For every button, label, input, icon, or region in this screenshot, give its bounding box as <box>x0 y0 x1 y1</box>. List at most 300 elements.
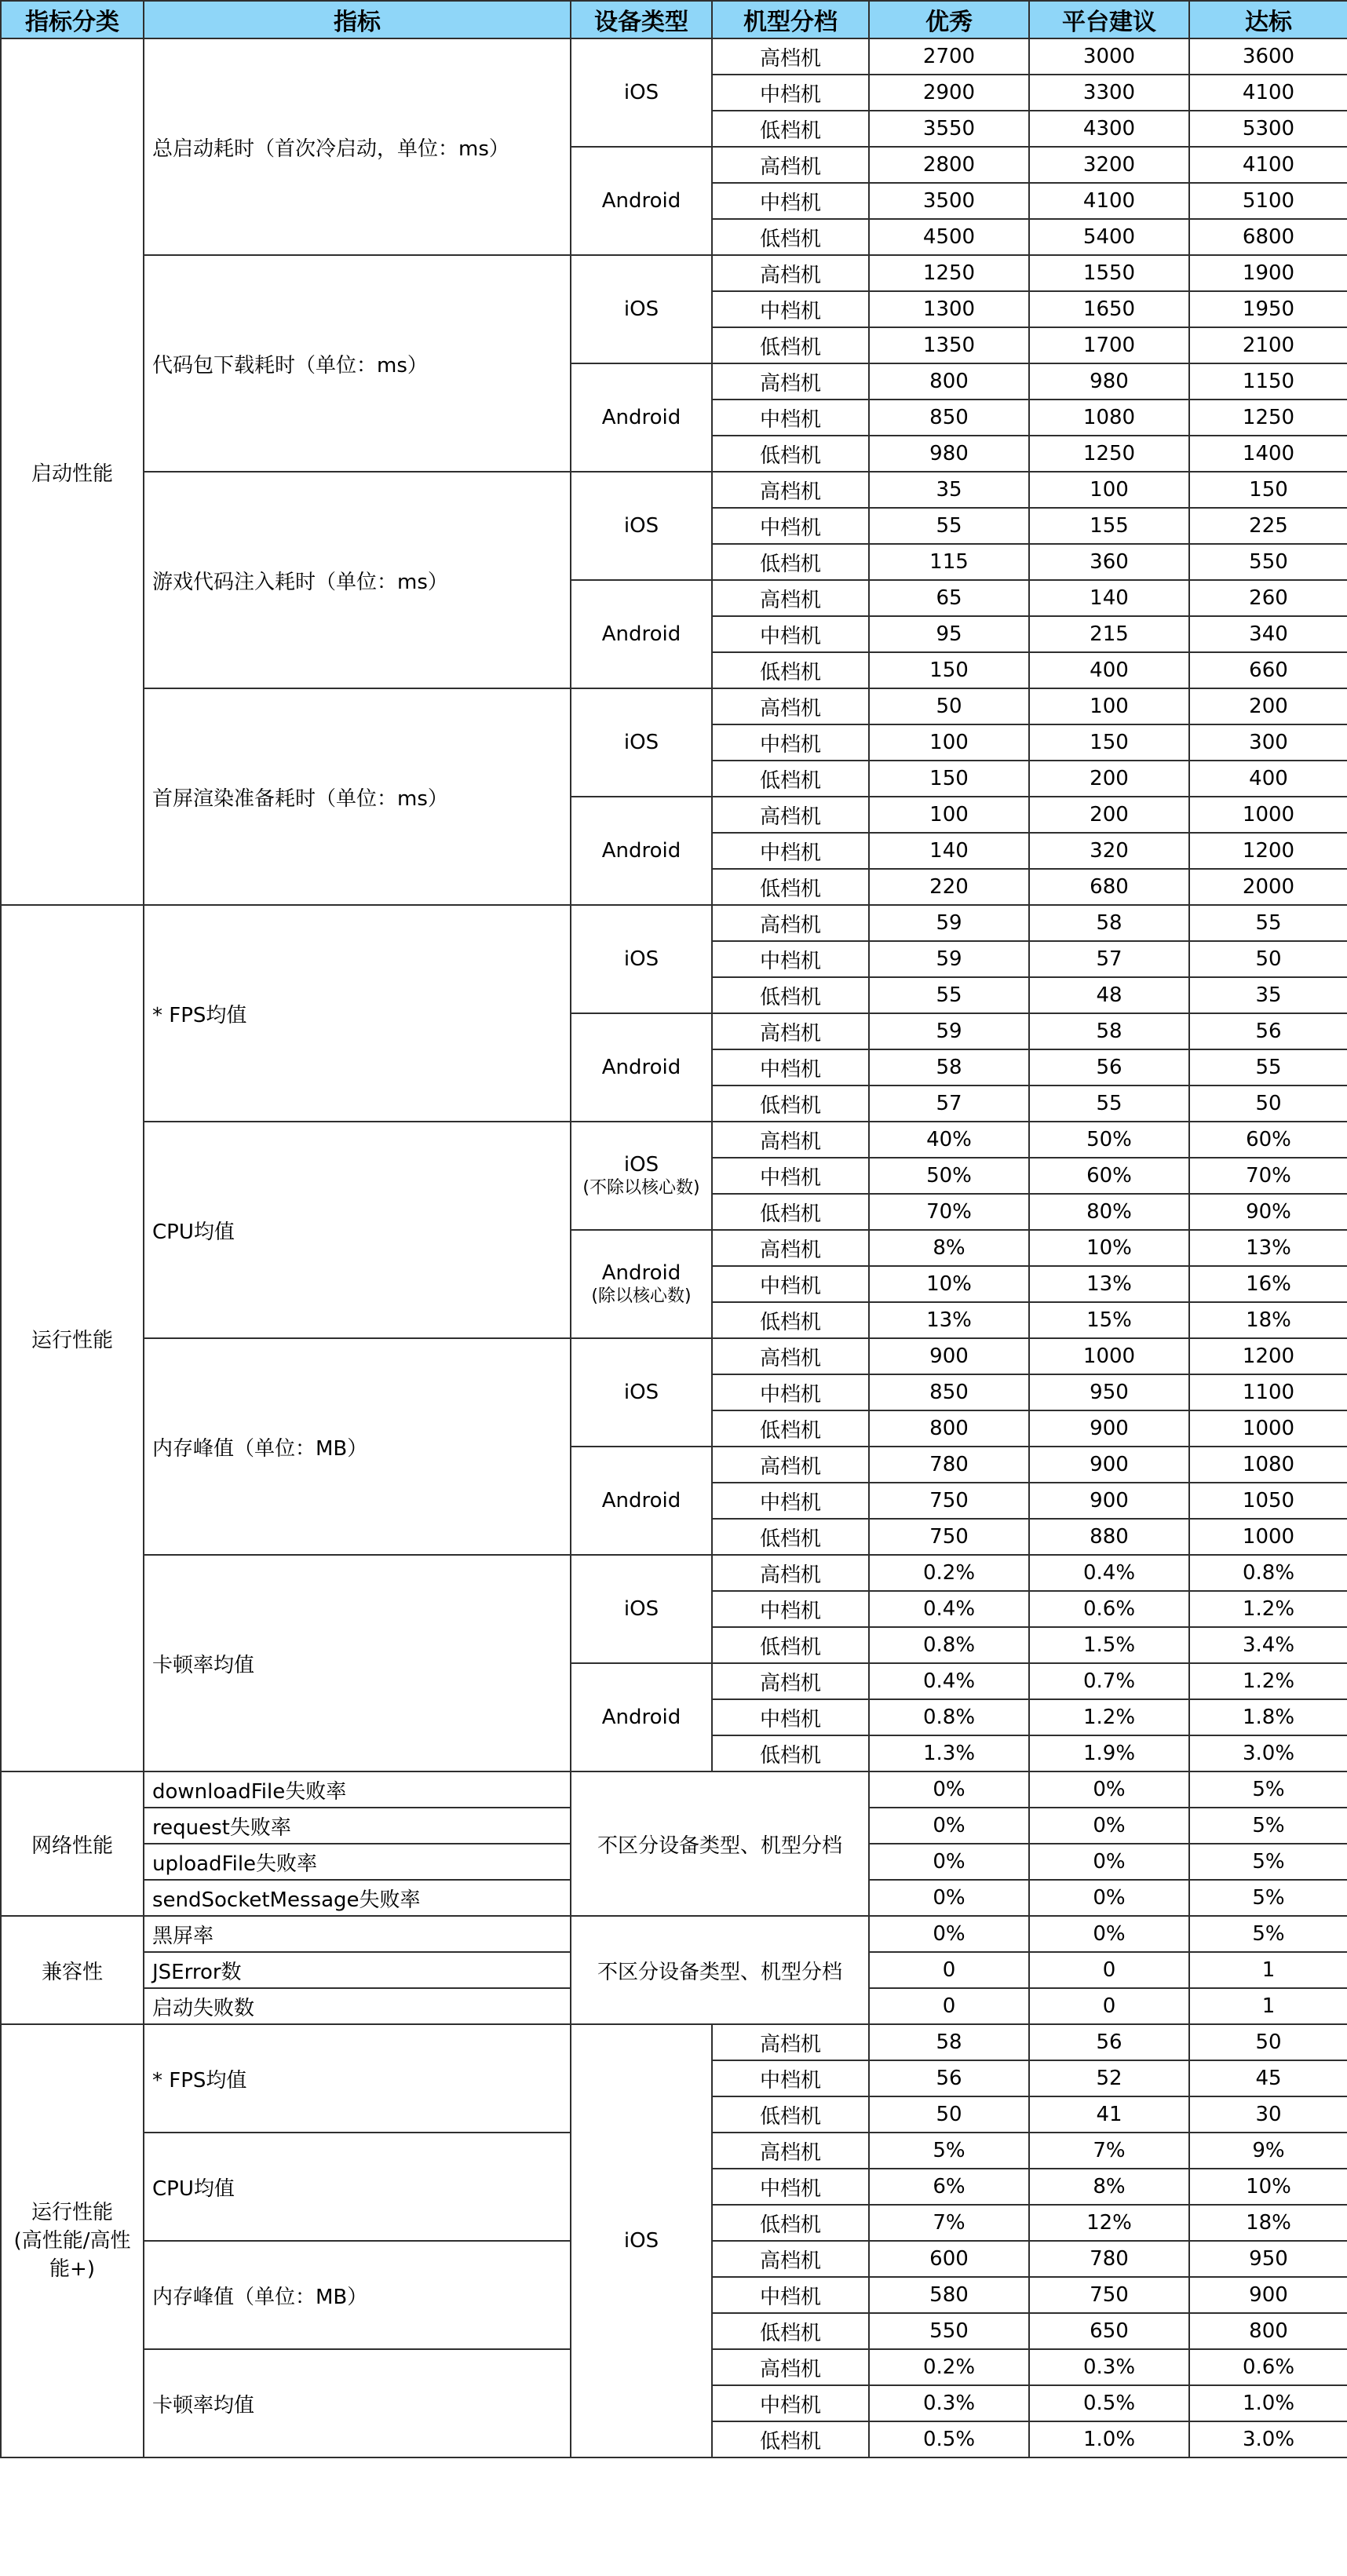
suggested-value: 50% <box>1029 1122 1189 1158</box>
pass-value: 800 <box>1189 2313 1347 2349</box>
excellent-value: 2800 <box>869 147 1029 183</box>
suggested-value: 80% <box>1029 1194 1189 1230</box>
tier-cell: 高档机 <box>712 797 869 833</box>
pass-value: 70% <box>1189 1158 1347 1194</box>
metric-name: 启动失败数 <box>144 1988 571 2024</box>
suggested-value: 60% <box>1029 1158 1189 1194</box>
excellent-value: 140 <box>869 833 1029 869</box>
excellent-value: 100 <box>869 797 1029 833</box>
suggested-value: 150 <box>1029 724 1189 761</box>
device-cell-ios: iOS <box>571 1338 712 1447</box>
excellent-value: 0% <box>869 1808 1029 1844</box>
tier-cell: 高档机 <box>712 905 869 941</box>
pass-value: 1 <box>1189 1988 1347 2024</box>
device-cell-android: Android <box>571 580 712 688</box>
tier-cell: 低档机 <box>712 2205 869 2241</box>
suggested-value: 0% <box>1029 1771 1189 1808</box>
excellent-value: 56 <box>869 2060 1029 2096</box>
tier-cell: 低档机 <box>712 761 869 797</box>
metric-name: 内存峰值（单位：MB） <box>144 2241 571 2349</box>
pass-value: 5% <box>1189 1916 1347 1952</box>
excellent-value: 0 <box>869 1952 1029 1988</box>
table-row <box>1 1338 1347 1374</box>
tier-cell: 中档机 <box>712 2277 869 2313</box>
category-cell: 兼容性 <box>1 1916 144 2024</box>
tier-cell: 低档机 <box>712 1302 869 1338</box>
pass-value: 1200 <box>1189 833 1347 869</box>
excellent-value: 13% <box>869 1302 1029 1338</box>
suggested-value: 8% <box>1029 2169 1189 2205</box>
suggested-value: 1.9% <box>1029 1735 1189 1771</box>
tier-cell: 高档机 <box>712 2024 869 2060</box>
suggested-value: 0 <box>1029 1988 1189 2024</box>
suggested-value: 3200 <box>1029 147 1189 183</box>
excellent-value: 0.4% <box>869 1591 1029 1627</box>
tier-cell: 低档机 <box>712 327 869 363</box>
tier-cell: 中档机 <box>712 75 869 111</box>
excellent-value: 2900 <box>869 75 1029 111</box>
suggested-value: 0.6% <box>1029 1591 1189 1627</box>
device-label: Android <box>601 1261 681 1285</box>
tier-cell: 高档机 <box>712 38 869 75</box>
pass-value: 4100 <box>1189 75 1347 111</box>
pass-value: 5% <box>1189 1808 1347 1844</box>
excellent-value: 7% <box>869 2205 1029 2241</box>
suggested-value: 1250 <box>1029 436 1189 472</box>
tier-cell: 高档机 <box>712 255 869 291</box>
excellent-value: 57 <box>869 1085 1029 1122</box>
suggested-value: 4100 <box>1029 183 1189 219</box>
suggested-value: 680 <box>1029 869 1189 905</box>
header-pass: 达标 <box>1189 1 1347 38</box>
excellent-value: 750 <box>869 1519 1029 1555</box>
pass-value: 35 <box>1189 977 1347 1013</box>
metric-name: uploadFile失败率 <box>144 1844 571 1880</box>
pass-value: 6800 <box>1189 219 1347 255</box>
device-cell-ios: iOS <box>571 38 712 147</box>
pass-value: 5% <box>1189 1844 1347 1880</box>
pass-value: 1.2% <box>1189 1663 1347 1699</box>
device-cell-android: Android <box>571 147 712 255</box>
tier-cell: 高档机 <box>712 1230 869 1266</box>
suggested-value: 100 <box>1029 688 1189 724</box>
tier-cell: 中档机 <box>712 724 869 761</box>
metric-name: 游戏代码注入耗时（单位：ms） <box>144 472 571 688</box>
suggested-value: 1650 <box>1029 291 1189 327</box>
pass-value: 10% <box>1189 2169 1347 2205</box>
suggested-value: 320 <box>1029 833 1189 869</box>
metric-name: request失败率 <box>144 1808 571 1844</box>
device-note: (除以核心数) <box>591 1286 692 1306</box>
pass-value: 1900 <box>1189 255 1347 291</box>
device-cell-ios: iOS <box>571 255 712 363</box>
pass-value: 1950 <box>1189 291 1347 327</box>
tier-cell: 低档机 <box>712 652 869 688</box>
header-suggested: 平台建议 <box>1029 1 1189 38</box>
pass-value: 1.0% <box>1189 2385 1347 2421</box>
pass-value: 50 <box>1189 2024 1347 2060</box>
excellent-value: 4500 <box>869 219 1029 255</box>
excellent-value: 100 <box>869 724 1029 761</box>
tier-cell: 低档机 <box>712 977 869 1013</box>
excellent-value: 55 <box>869 508 1029 544</box>
excellent-value: 1350 <box>869 327 1029 363</box>
suggested-value: 0.3% <box>1029 2349 1189 2385</box>
suggested-value: 0 <box>1029 1952 1189 1988</box>
pass-value: 50 <box>1189 1085 1347 1122</box>
excellent-value: 50 <box>869 688 1029 724</box>
excellent-value: 0.3% <box>869 2385 1029 2421</box>
pass-value: 0.8% <box>1189 1555 1347 1591</box>
device-label: iOS <box>623 1153 659 1177</box>
excellent-value: 750 <box>869 1483 1029 1519</box>
excellent-value: 65 <box>869 580 1029 616</box>
tier-cell: 低档机 <box>712 2421 869 2457</box>
excellent-value: 50 <box>869 2096 1029 2133</box>
excellent-value: 2700 <box>869 38 1029 75</box>
device-cell-android: Android <box>571 1013 712 1122</box>
metric-name: sendSocketMessage失败率 <box>144 1880 571 1916</box>
tier-cell: 高档机 <box>712 688 869 724</box>
excellent-value: 50% <box>869 1158 1029 1194</box>
metric-name: 卡顿率均值 <box>144 1555 571 1771</box>
excellent-value: 780 <box>869 1447 1029 1483</box>
excellent-value: 6% <box>869 2169 1029 2205</box>
excellent-value: 8% <box>869 1230 1029 1266</box>
tier-cell: 高档机 <box>712 363 869 400</box>
pass-value: 1050 <box>1189 1483 1347 1519</box>
suggested-value: 58 <box>1029 1013 1189 1049</box>
excellent-value: 0.4% <box>869 1663 1029 1699</box>
excellent-value: 600 <box>869 2241 1029 2277</box>
metric-name: * FPS均值 <box>144 905 571 1122</box>
device-cell-ios: iOS <box>571 688 712 797</box>
tier-cell: 中档机 <box>712 1483 869 1519</box>
device-cell-ios: iOS <box>571 472 712 580</box>
excellent-value: 55 <box>869 977 1029 1013</box>
excellent-value: 70% <box>869 1194 1029 1230</box>
excellent-value: 3500 <box>869 183 1029 219</box>
tier-cell: 中档机 <box>712 1699 869 1735</box>
suggested-value: 155 <box>1029 508 1189 544</box>
excellent-value: 0.2% <box>869 2349 1029 2385</box>
suggested-value: 750 <box>1029 2277 1189 2313</box>
device-cell-ios: iOS <box>571 905 712 1013</box>
tier-cell: 高档机 <box>712 1555 869 1591</box>
pass-value: 2000 <box>1189 869 1347 905</box>
header-tier: 机型分档 <box>712 1 869 38</box>
suggested-value: 56 <box>1029 2024 1189 2060</box>
excellent-value: 5% <box>869 2133 1029 2169</box>
excellent-value: 59 <box>869 941 1029 977</box>
pass-value: 90% <box>1189 1194 1347 1230</box>
suggested-value: 52 <box>1029 2060 1189 2096</box>
suggested-value: 900 <box>1029 1410 1189 1447</box>
suggested-value: 1550 <box>1029 255 1189 291</box>
pass-value: 55 <box>1189 1049 1347 1085</box>
device-cell-android <box>571 1230 712 1338</box>
category-cell: 启动性能 <box>1 38 144 905</box>
pass-value: 5100 <box>1189 183 1347 219</box>
excellent-value: 95 <box>869 616 1029 652</box>
suggested-value: 140 <box>1029 580 1189 616</box>
tier-cell: 中档机 <box>712 833 869 869</box>
pass-value: 1200 <box>1189 1338 1347 1374</box>
suggested-value: 1080 <box>1029 400 1189 436</box>
excellent-value: 58 <box>869 2024 1029 2060</box>
pass-value: 1400 <box>1189 436 1347 472</box>
tier-cell: 中档机 <box>712 1049 869 1085</box>
excellent-value: 980 <box>869 436 1029 472</box>
suggested-value: 15% <box>1029 1302 1189 1338</box>
table-row <box>1 1771 1347 1808</box>
excellent-value: 0.8% <box>869 1627 1029 1663</box>
metric-name: 首屏渲染准备耗时（单位：ms） <box>144 688 571 905</box>
suggested-value: 400 <box>1029 652 1189 688</box>
suggested-value: 0.4% <box>1029 1555 1189 1591</box>
suggested-value: 1000 <box>1029 1338 1189 1374</box>
pass-value: 225 <box>1189 508 1347 544</box>
tier-cell: 高档机 <box>712 147 869 183</box>
tier-cell: 高档机 <box>712 472 869 508</box>
tier-cell: 低档机 <box>712 1519 869 1555</box>
pass-value: 50 <box>1189 941 1347 977</box>
tier-cell: 低档机 <box>712 1194 869 1230</box>
pass-value: 60% <box>1189 1122 1347 1158</box>
metric-name: 代码包下载耗时（单位：ms） <box>144 255 571 472</box>
table-body <box>1 38 1347 2457</box>
excellent-value: 850 <box>869 1374 1029 1410</box>
pass-value: 1100 <box>1189 1374 1347 1410</box>
tier-cell: 中档机 <box>712 941 869 977</box>
device-any-cell: 不区分设备类型、机型分档 <box>571 1771 869 1916</box>
excellent-value: 58 <box>869 1049 1029 1085</box>
suggested-value: 41 <box>1029 2096 1189 2133</box>
device-cell-ios: iOS <box>571 1555 712 1663</box>
table-row <box>1 1916 1347 1952</box>
pass-value: 1000 <box>1189 797 1347 833</box>
table-row <box>1 2024 1347 2060</box>
tier-cell: 低档机 <box>712 2096 869 2133</box>
metric-name: CPU均值 <box>144 1122 571 1338</box>
excellent-value: 800 <box>869 363 1029 400</box>
pass-value: 150 <box>1189 472 1347 508</box>
suggested-value: 100 <box>1029 472 1189 508</box>
suggested-value: 1700 <box>1029 327 1189 363</box>
pass-value: 16% <box>1189 1266 1347 1302</box>
suggested-value: 3000 <box>1029 38 1189 75</box>
excellent-value: 0% <box>869 1916 1029 1952</box>
suggested-value: 0.5% <box>1029 2385 1189 2421</box>
suggested-value: 215 <box>1029 616 1189 652</box>
suggested-value: 57 <box>1029 941 1189 977</box>
tier-cell: 低档机 <box>712 869 869 905</box>
tier-cell: 低档机 <box>712 2313 869 2349</box>
metric-name: * FPS均值 <box>144 2024 571 2133</box>
tier-cell: 高档机 <box>712 1447 869 1483</box>
suggested-value: 880 <box>1029 1519 1189 1555</box>
tier-cell: 低档机 <box>712 111 869 147</box>
excellent-value: 800 <box>869 1410 1029 1447</box>
pass-value: 1 <box>1189 1952 1347 1988</box>
pass-value: 400 <box>1189 761 1347 797</box>
suggested-value: 0% <box>1029 1808 1189 1844</box>
suggested-value: 1.2% <box>1029 1699 1189 1735</box>
pass-value: 3.0% <box>1189 1735 1347 1771</box>
excellent-value: 115 <box>869 544 1029 580</box>
pass-value: 1250 <box>1189 400 1347 436</box>
suggested-value: 900 <box>1029 1447 1189 1483</box>
suggested-value: 900 <box>1029 1483 1189 1519</box>
pass-value: 1.8% <box>1189 1699 1347 1735</box>
table-row <box>1 472 1347 508</box>
tier-cell: 高档机 <box>712 2349 869 2385</box>
pass-value: 950 <box>1189 2241 1347 2277</box>
excellent-value: 850 <box>869 400 1029 436</box>
device-cell-ios <box>571 1122 712 1230</box>
pass-value: 13% <box>1189 1230 1347 1266</box>
tier-cell: 中档机 <box>712 183 869 219</box>
excellent-value: 3550 <box>869 111 1029 147</box>
device-cell-android: Android <box>571 797 712 905</box>
suggested-value: 200 <box>1029 797 1189 833</box>
tier-cell: 低档机 <box>712 1085 869 1122</box>
excellent-value: 1.3% <box>869 1735 1029 1771</box>
excellent-value: 0% <box>869 1880 1029 1916</box>
excellent-value: 900 <box>869 1338 1029 1374</box>
table-row <box>1 1555 1347 1591</box>
excellent-value: 59 <box>869 1013 1029 1049</box>
tier-cell: 中档机 <box>712 1158 869 1194</box>
tier-cell: 中档机 <box>712 508 869 544</box>
tier-cell: 低档机 <box>712 1627 869 1663</box>
table-header-row <box>1 1 1347 38</box>
table-row <box>1 905 1347 941</box>
suggested-value: 950 <box>1029 1374 1189 1410</box>
device-cell-android: Android <box>571 1447 712 1555</box>
pass-value: 9% <box>1189 2133 1347 2169</box>
suggested-value: 0% <box>1029 1880 1189 1916</box>
header-excellent: 优秀 <box>869 1 1029 38</box>
suggested-value: 780 <box>1029 2241 1189 2277</box>
tier-cell: 中档机 <box>712 1374 869 1410</box>
tier-cell: 高档机 <box>712 1013 869 1049</box>
tier-cell: 中档机 <box>712 1591 869 1627</box>
suggested-value: 0.7% <box>1029 1663 1189 1699</box>
table-row <box>1 255 1347 291</box>
tier-cell: 低档机 <box>712 436 869 472</box>
excellent-value: 1250 <box>869 255 1029 291</box>
tier-cell: 低档机 <box>712 1735 869 1771</box>
suggested-value: 12% <box>1029 2205 1189 2241</box>
excellent-value: 35 <box>869 472 1029 508</box>
metric-name: 总启动耗时（首次冷启动，单位：ms） <box>144 38 571 255</box>
pass-value: 1.2% <box>1189 1591 1347 1627</box>
pass-value: 3.0% <box>1189 2421 1347 2457</box>
excellent-value: 0.8% <box>869 1699 1029 1735</box>
tier-cell: 中档机 <box>712 1266 869 1302</box>
suggested-value: 200 <box>1029 761 1189 797</box>
suggested-value: 360 <box>1029 544 1189 580</box>
pass-value: 2100 <box>1189 327 1347 363</box>
tier-cell: 低档机 <box>712 544 869 580</box>
suggested-value: 4300 <box>1029 111 1189 147</box>
metric-name: JSError数 <box>144 1952 571 1988</box>
device-cell-android: Android <box>571 363 712 472</box>
tier-cell: 高档机 <box>712 1663 869 1699</box>
pass-value: 340 <box>1189 616 1347 652</box>
pass-value: 0.6% <box>1189 2349 1347 2385</box>
metric-name: CPU均值 <box>144 2133 571 2241</box>
pass-value: 1080 <box>1189 1447 1347 1483</box>
metric-name: 黑屏率 <box>144 1916 571 1952</box>
suggested-value: 13% <box>1029 1266 1189 1302</box>
tier-cell: 中档机 <box>712 400 869 436</box>
header-metric: 指标 <box>144 1 571 38</box>
tier-cell: 高档机 <box>712 580 869 616</box>
excellent-value: 0.5% <box>869 2421 1029 2457</box>
tier-cell: 高档机 <box>712 2133 869 2169</box>
pass-value: 55 <box>1189 905 1347 941</box>
pass-value: 18% <box>1189 1302 1347 1338</box>
category-cell: 运行性能 <box>1 905 144 1771</box>
excellent-value: 59 <box>869 905 1029 941</box>
pass-value: 5% <box>1189 1880 1347 1916</box>
suggested-value: 650 <box>1029 2313 1189 2349</box>
pass-value: 550 <box>1189 544 1347 580</box>
excellent-value: 150 <box>869 652 1029 688</box>
pass-value: 260 <box>1189 580 1347 616</box>
excellent-value: 550 <box>869 2313 1029 2349</box>
pass-value: 30 <box>1189 2096 1347 2133</box>
suggested-value: 48 <box>1029 977 1189 1013</box>
pass-value: 900 <box>1189 2277 1347 2313</box>
suggested-value: 5400 <box>1029 219 1189 255</box>
pass-value: 1000 <box>1189 1519 1347 1555</box>
device-any-cell: 不区分设备类型、机型分档 <box>571 1916 869 2024</box>
pass-value: 18% <box>1189 2205 1347 2241</box>
suggested-value: 10% <box>1029 1230 1189 1266</box>
table-row <box>1 1122 1347 1158</box>
tier-cell: 高档机 <box>712 1338 869 1374</box>
suggested-value: 58 <box>1029 905 1189 941</box>
header-category: 指标分类 <box>1 1 144 38</box>
suggested-value: 1.0% <box>1029 2421 1189 2457</box>
excellent-value: 0 <box>869 1988 1029 2024</box>
suggested-value: 3300 <box>1029 75 1189 111</box>
excellent-value: 580 <box>869 2277 1029 2313</box>
device-cell-ios: iOS <box>571 2024 712 2457</box>
suggested-value: 0% <box>1029 1916 1189 1952</box>
metric-name: 内存峰值（单位：MB） <box>144 1338 571 1555</box>
pass-value: 1150 <box>1189 363 1347 400</box>
device-note: (不除以核心数) <box>582 1178 700 1198</box>
tier-cell: 中档机 <box>712 2385 869 2421</box>
pass-value: 56 <box>1189 1013 1347 1049</box>
pass-value: 660 <box>1189 652 1347 688</box>
table-row <box>1 688 1347 724</box>
suggested-value: 1.5% <box>1029 1627 1189 1663</box>
excellent-value: 150 <box>869 761 1029 797</box>
pass-value: 300 <box>1189 724 1347 761</box>
suggested-value: 980 <box>1029 363 1189 400</box>
tier-cell: 中档机 <box>712 291 869 327</box>
pass-value: 5300 <box>1189 111 1347 147</box>
tier-cell: 中档机 <box>712 2060 869 2096</box>
excellent-value: 0.2% <box>869 1555 1029 1591</box>
tier-cell: 低档机 <box>712 1410 869 1447</box>
excellent-value: 10% <box>869 1266 1029 1302</box>
